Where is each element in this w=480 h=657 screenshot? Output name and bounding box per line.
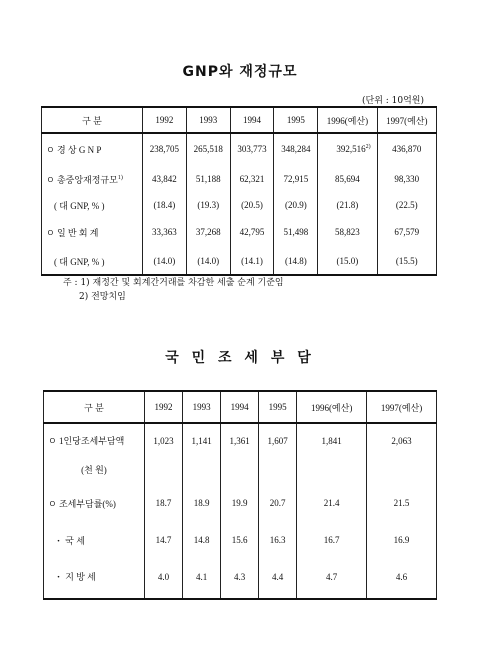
gnp-fiscal-table [41,106,437,276]
table-cell [145,457,183,481]
table-cell: (15.0) [318,248,377,275]
header-cell: 1992 [145,391,183,423]
row-label [42,164,143,194]
header-cell: 1993 [186,107,230,133]
table-cell: 238,705 [143,133,187,164]
table-cell: 85,694 [318,164,377,194]
table-cell: 19.9 [221,481,259,525]
footnote-marker: 1) [117,174,123,181]
row-label: ㅇ 조세부담률(%) [44,481,145,525]
table-cell: (21.8) [318,194,377,216]
table-cell [297,457,367,481]
table-cell: 436,870 [377,133,436,164]
table-cell: (14.0) [186,248,230,275]
table-cell: (15.5) [377,248,436,275]
header-cell: 1996(예산) [318,107,377,133]
table-cell: 20.7 [259,481,297,525]
table1-title: GNP와 재정규모 [182,64,298,80]
table-cell: 4.0 [145,555,183,599]
table-cell: (14.8) [274,248,318,275]
table-cell: 14.8 [183,525,221,555]
table-cell: (18.4) [143,194,187,216]
row-label: ・ 국 세 [44,525,145,555]
table-cell: 21.4 [297,481,367,525]
table-cell: 43,842 [143,164,187,194]
table-row [42,216,437,248]
table-cell: 1,361 [221,423,259,457]
header-cell: 1994 [221,391,259,423]
table2-title: 국 민 조 세 부 담 [165,350,315,366]
row-label: (천 원) [44,457,145,481]
row-label: ・ 지 방 세 [44,555,145,599]
table-cell: (19.3) [186,194,230,216]
table-cell: 348,284 [274,133,318,164]
header-cell: 구 분 [42,107,143,133]
table-cell: 2,063 [367,423,437,457]
table-cell: (20.9) [274,194,318,216]
header-cell: 1997(예산) [377,107,436,133]
table-cell: 16.9 [367,525,437,555]
row-label: ㅇ 일 반 회 계 [42,216,143,248]
table-cell: 4.7 [297,555,367,599]
table-cell: 265,518 [186,133,230,164]
table-cell: 16.7 [297,525,367,555]
table-cell [183,457,221,481]
table-row [42,133,437,164]
table-cell: 1,607 [259,423,297,457]
table-cell: 18.9 [183,481,221,525]
table-cell: 303,773 [230,133,274,164]
table-cell: 14.7 [145,525,183,555]
table-cell: 15.6 [221,525,259,555]
header-cell: 1996(예산) [297,391,367,423]
header-cell: 1995 [274,107,318,133]
table-cell: 33,363 [143,216,187,248]
row-label: ㅇ 경 상 G N P [42,133,143,164]
row-label-text: ㅇ 총중앙재정규모 [46,174,118,185]
footnote-1: 주 : 1) 재정간 및 회계간거래를 차감한 세출 순계 기준임 [63,278,284,288]
table-cell [318,133,377,164]
header-cell: 구 분 [44,391,145,423]
table-cell: 1,841 [297,423,367,457]
table-cell [259,457,297,481]
table-cell-value: 392,516 [336,144,366,154]
table-row [42,164,437,194]
footnote-2: 2) 전망치임 [79,292,126,302]
table-cell: 51,188 [186,164,230,194]
tax-burden-table [43,390,437,600]
table-cell: 62,321 [230,164,274,194]
table-cell: 4.4 [259,555,297,599]
table-cell: (20.5) [230,194,274,216]
table-cell: 67,579 [377,216,436,248]
table-cell: 58,823 [318,216,377,248]
table-cell: 51,498 [274,216,318,248]
table-cell: 16.3 [259,525,297,555]
header-cell: 1993 [183,391,221,423]
header-cell: 1997(예산) [367,391,437,423]
table-cell: 42,795 [230,216,274,248]
table-cell: 1,023 [145,423,183,457]
table-row [44,423,437,457]
table-cell: 18.7 [145,481,183,525]
table-cell: 21.5 [367,481,437,525]
table-cell: (22.5) [377,194,436,216]
table-row [44,481,437,525]
table-row [44,525,437,555]
table-cell: 1,141 [183,423,221,457]
table-cell [367,457,437,481]
header-cell: 1994 [230,107,274,133]
table-header-row [44,391,437,423]
table-row [44,457,437,481]
row-label: ( 대 GNP, % ) [42,194,143,216]
table-cell: 98,330 [377,164,436,194]
table-cell: (14.0) [143,248,187,275]
table-row [42,248,437,275]
unit-label: (단위 : 10억원) [361,96,424,106]
table-cell: 4.1 [183,555,221,599]
table-cell [221,457,259,481]
table-cell: 37,268 [186,216,230,248]
footnote-marker: 2) [365,144,371,150]
table-cell: 4.3 [221,555,259,599]
table-cell: 72,915 [274,164,318,194]
table-cell: (14.1) [230,248,274,275]
header-cell: 1995 [259,391,297,423]
table-row [44,555,437,599]
footnotes [63,276,284,304]
table-row [42,194,437,216]
table-header-row [42,107,437,133]
row-label: ( 대 GNP, % ) [42,248,143,275]
row-label: ㅇ 1인당조세부담액 [44,423,145,457]
header-cell: 1992 [143,107,187,133]
table-cell: 4.6 [367,555,437,599]
